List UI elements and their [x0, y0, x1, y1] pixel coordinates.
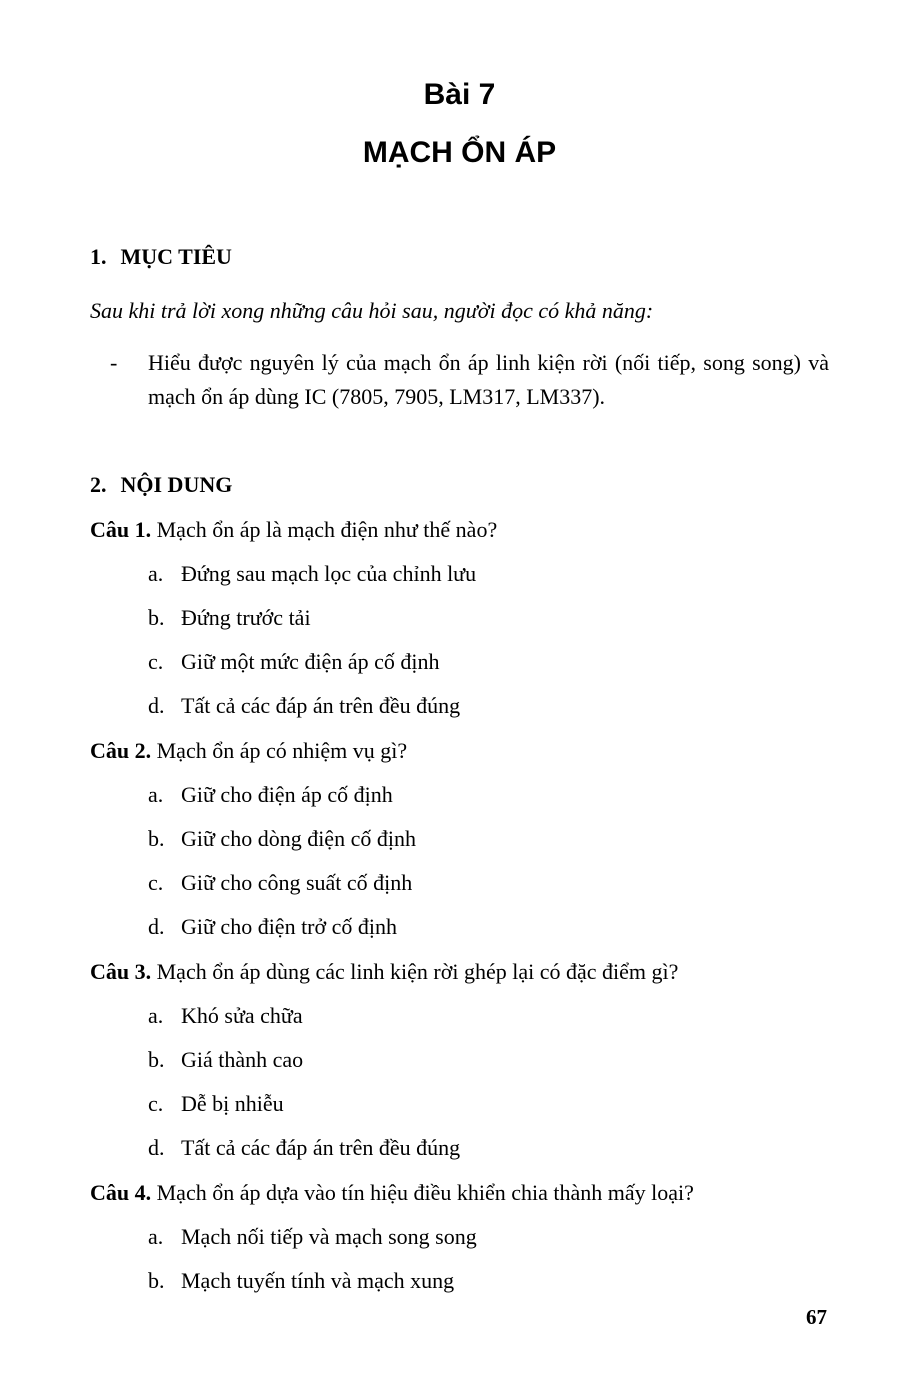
option-letter: c.: [148, 870, 164, 895]
question-2-option-c: [90, 868, 829, 898]
bullet-dash-marker: -: [110, 350, 118, 375]
lesson-title: MẠCH ỔN ÁP: [362, 136, 557, 169]
question-3: [90, 957, 829, 987]
option-text: Giữ cho công suất cố định: [181, 870, 413, 895]
option-text: Giữ cho điện áp cố định: [181, 782, 393, 807]
question-2-text: Mạch ổn áp có nhiệm vụ gì?: [156, 738, 408, 763]
option-text: Đứng sau mạch lọc của chỉnh lưu: [181, 561, 477, 586]
question-1: [90, 515, 829, 545]
question-2-option-d: [90, 912, 829, 942]
section-2-number: 2.: [90, 472, 107, 497]
section-2-title: NỘI DUNG: [120, 472, 233, 497]
section-1-title: MỤC TIÊU: [120, 244, 232, 269]
section-1-heading: [90, 242, 829, 272]
question-3-option-a: [90, 1001, 829, 1031]
option-letter: a.: [148, 1224, 164, 1249]
option-text: Giữ cho điện trở cố định: [181, 914, 398, 939]
option-text: Mạch tuyến tính và mạch xung: [181, 1268, 455, 1293]
question-3-option-b: [90, 1045, 829, 1075]
question-1-option-b: [90, 603, 829, 633]
option-letter: b.: [148, 605, 165, 630]
question-2-label: Câu 2.: [90, 738, 152, 763]
option-text: Giữ một mức điện áp cố định: [181, 649, 440, 674]
objective-bullet: [90, 346, 829, 414]
question-4: [90, 1178, 829, 1208]
question-3-text: Mạch ổn áp dùng các linh kiện rời ghép lại có đặc điểm gì?: [156, 959, 679, 984]
section-1-number: 1.: [90, 244, 107, 269]
option-letter: a.: [148, 1003, 164, 1028]
option-text: Tất cả các đáp án trên đều đúng: [181, 693, 461, 718]
question-4-option-a: [90, 1222, 829, 1252]
option-letter: c.: [148, 1091, 164, 1116]
question-2: [90, 736, 829, 766]
option-letter: c.: [148, 649, 164, 674]
lesson-number-title: Bài 7: [423, 78, 496, 111]
question-3-option-d: [90, 1133, 829, 1163]
question-1-label: Câu 1.: [90, 517, 152, 542]
option-letter: a.: [148, 561, 164, 586]
option-letter: d.: [148, 1135, 165, 1160]
question-1-text: Mạch ổn áp là mạch điện như thế nào?: [156, 517, 498, 542]
question-3-label: Câu 3.: [90, 959, 152, 984]
option-text: Dễ bị nhiễu: [181, 1091, 284, 1116]
option-letter: b.: [148, 826, 165, 851]
option-text: Mạch nối tiếp và mạch song song: [181, 1224, 477, 1249]
question-1-option-d: [90, 691, 829, 721]
option-letter: b.: [148, 1268, 165, 1293]
option-letter: b.: [148, 1047, 165, 1072]
option-text: Đứng trước tải: [181, 605, 311, 630]
option-text: Giá thành cao: [181, 1047, 304, 1072]
option-letter: d.: [148, 914, 165, 939]
question-4-text: Mạch ổn áp dựa vào tín hiệu điều khiển chia thành mấy loại?: [156, 1180, 694, 1205]
option-text: Tất cả các đáp án trên đều đúng: [181, 1135, 461, 1160]
option-letter: a.: [148, 782, 164, 807]
option-text: Khó sửa chữa: [181, 1003, 303, 1028]
question-2-option-a: [90, 780, 829, 810]
option-letter: d.: [148, 693, 165, 718]
question-4-label: Câu 4.: [90, 1180, 152, 1205]
objective-text: Hiểu được nguyên lý của mạch ổn áp linh kiện rời (nối tiếp, song song) và mạch ổn áp dùng IC (7805, 7905, LM317, LM337).: [148, 350, 829, 409]
page-number: 67: [806, 1305, 827, 1329]
question-1-option-a: [90, 559, 829, 589]
section-1-intro: Sau khi trả lời xong những câu hỏi sau, người đọc có khả năng:: [90, 298, 654, 323]
section-2-heading: [90, 470, 829, 500]
question-4-option-b: [90, 1266, 829, 1296]
question-1-option-c: [90, 647, 829, 677]
option-text: Giữ cho dòng điện cố định: [181, 826, 416, 851]
question-2-option-b: [90, 824, 829, 854]
question-3-option-c: [90, 1089, 829, 1119]
